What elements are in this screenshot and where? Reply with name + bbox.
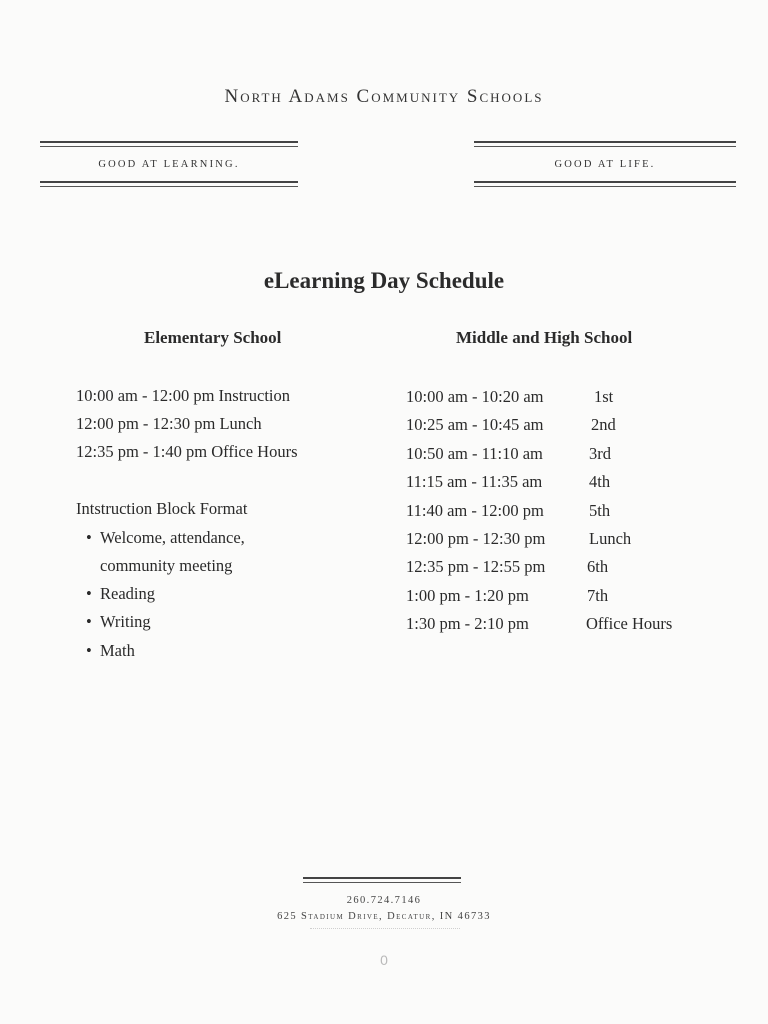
list-item	[86, 528, 245, 548]
divider-rule	[40, 181, 298, 183]
motto-right: GOOD AT LIFE.	[554, 159, 656, 170]
period-label: 1st	[594, 387, 614, 406]
period-label: 2nd	[591, 415, 616, 434]
period-time: 10:50 am - 11:10 am	[406, 444, 543, 463]
footer-divider-rule	[303, 877, 461, 879]
list-item-text: Writing	[100, 612, 151, 631]
divider-rule	[474, 141, 736, 143]
period-time: 1:00 pm - 1:20 pm	[406, 586, 529, 605]
period-time: 11:15 am - 11:35 am	[406, 472, 543, 491]
period-time: 11:40 am - 12:00 pm	[406, 501, 544, 520]
footer-address: 625 Stadium Drive, Decatur, IN 46733	[277, 911, 491, 922]
period-time: 10:25 am - 10:45 am	[406, 415, 544, 434]
page-title: eLearning Day Schedule	[263, 268, 505, 293]
list-item-text: Welcome, attendance,	[100, 528, 245, 547]
district-name: North Adams Community Schools	[224, 86, 544, 107]
divider-rule	[474, 181, 736, 183]
period-time: 10:00 am - 10:20 am	[406, 387, 544, 406]
bullet-icon: •	[86, 612, 92, 631]
list-item-text: Reading	[100, 584, 155, 603]
bullet-icon: •	[86, 641, 92, 660]
divider-rule	[40, 141, 298, 143]
elementary-schedule-item: 12:35 pm - 1:40 pm Office Hours	[76, 442, 298, 461]
period-label: 6th	[587, 557, 609, 576]
elementary-schedule-item: 12:00 pm - 12:30 pm Lunch	[76, 414, 262, 433]
period-label: 5th	[589, 501, 611, 520]
period-label: 7th	[587, 586, 609, 605]
period-label: Lunch	[589, 529, 632, 548]
bullet-icon: •	[86, 584, 92, 603]
list-item-text: Math	[100, 641, 135, 660]
footer-phone: 260.724.7146	[346, 895, 422, 906]
footer-faint-line	[310, 928, 460, 929]
period-label: Office Hours	[586, 614, 673, 633]
elementary-heading: Elementary School	[144, 328, 282, 347]
period-label: 3rd	[589, 444, 611, 463]
period-time: 12:00 pm - 12:30 pm	[406, 529, 546, 548]
period-time: 1:30 pm - 2:10 pm	[406, 614, 529, 633]
motto-left: GOOD AT LEARNING.	[98, 159, 240, 170]
list-item	[86, 612, 151, 632]
elementary-schedule-item: 10:00 am - 12:00 pm Instruction	[76, 386, 291, 405]
period-time: 12:35 pm - 12:55 pm	[406, 557, 546, 576]
list-item-continuation: community meeting	[100, 556, 233, 575]
list-item	[86, 584, 155, 604]
middle-high-heading: Middle and High School	[456, 328, 633, 347]
period-label: 4th	[589, 472, 611, 491]
bullet-icon: •	[86, 528, 92, 547]
page-number: 0	[380, 952, 388, 968]
list-item	[86, 641, 135, 661]
block-format-heading: Intstruction Block Format	[76, 499, 248, 518]
